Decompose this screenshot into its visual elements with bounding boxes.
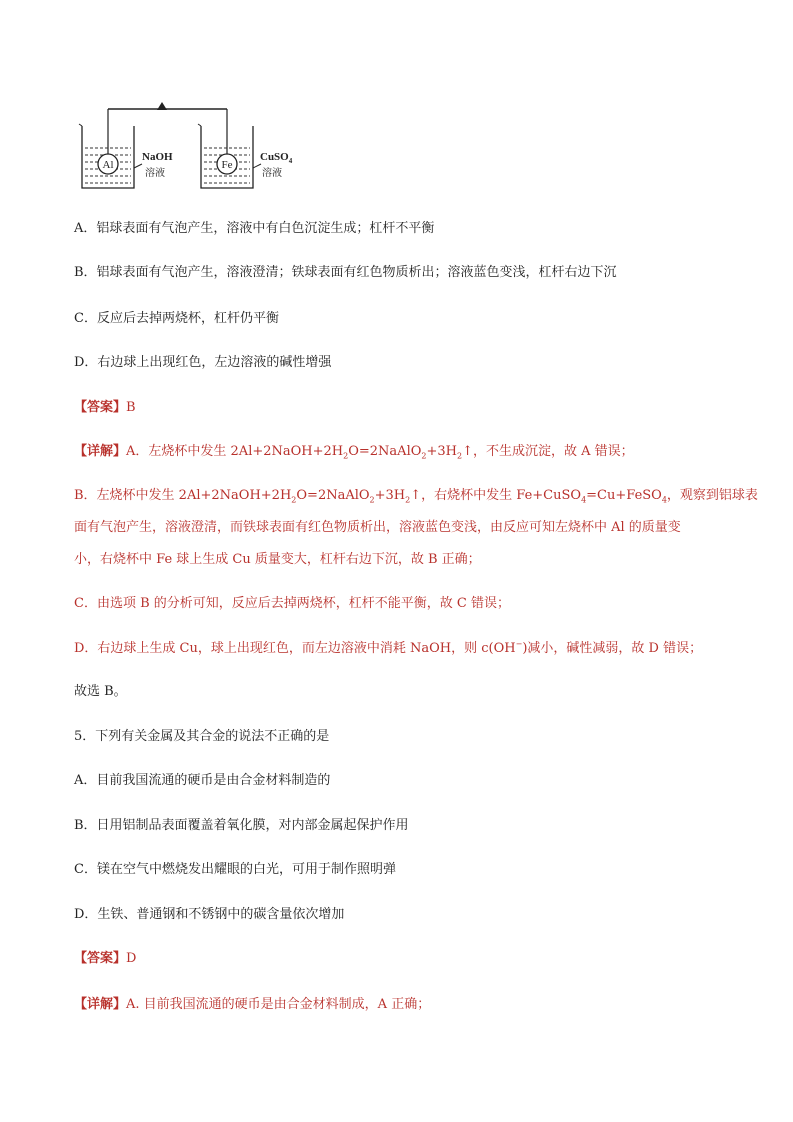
fulcrum-triangle <box>157 102 167 110</box>
answer-tag: 【答案】 <box>74 951 127 966</box>
detail-tag: 【详解】 <box>74 444 127 459</box>
q4-detail-c: C．由选项 B 的分析可知，反应后去掉两烧杯，杠杆不能平衡，故 C 错误； <box>74 596 510 611</box>
q4-detail-b-line2: 面有气泡产生，溶液澄清，而铁球表面有红色物质析出，溶液蓝色变浅，由反应可知左烧杯中 Al 的质量变 <box>74 520 681 535</box>
q5-answer <box>74 949 136 969</box>
naoh-solution-label: 溶液 <box>145 168 165 179</box>
naoh-label: NaOH <box>142 151 173 163</box>
q4-option-b: B．铝球表面有气泡产生，溶液澄清；铁球表面有红色物质析出；溶液蓝色变浅，杠杆右边下沉 <box>74 265 617 280</box>
q4-option-d: D．右边球上出现红色，左边溶液的碱性增强 <box>74 355 332 370</box>
q5-stem: 5．下列有关金属及其合金的说法不正确的是 <box>74 729 330 744</box>
answer-tag: 【答案】 <box>74 400 127 415</box>
lever-beaker-diagram <box>76 98 306 196</box>
q4-detail-b-line1: B．左烧杯中发生 $2Al+2NaOH+2H_2O=2NaAlO_2+3H_2↑$，右烧杯中发生 Fe+CuSO$_4$=Cu+FeSO$_4$，观察到铝球表 <box>74 488 758 505</box>
detail-tag: 【详解】 <box>74 997 127 1012</box>
answer-value: D <box>126 951 137 966</box>
q5-option-b: B．日用铝制品表面覆盖着氧化膜，对内部金属起保护作用 <box>74 818 409 833</box>
cuso4-label: CuSO$_4$ <box>260 151 293 165</box>
q4-detail-a: 【详解】A．左烧杯中发生 $2Al+2NaOH+2H_2O=2NaAlO_2+3H_2↑$，不生成沉淀，故 A 错误； <box>74 444 634 461</box>
q4-option-c: C．反应后去掉两烧杯，杠杆仍平衡 <box>74 311 279 326</box>
q4-answer <box>74 398 136 418</box>
q5-option-c: C．镁在空气中燃烧发出耀眼的白光，可用于制作照明弹 <box>74 862 396 877</box>
cuso4-solution-label: 溶液 <box>262 168 282 179</box>
q4-detail-d: D．右边球上生成 Cu，球上出现红色，而左边溶液中消耗 NaOH，则 c(OH−)减小，碱性减弱，故 D 错误； <box>74 639 703 656</box>
q4-detail-b-line3: 小，右烧杯中 Fe 球上生成 Cu 质量变大，杠杆右边下沉，故 B 正确； <box>74 552 481 567</box>
q4-option-a: A．铝球表面有气泡产生，溶液中有白色沉淀生成；杠杆不平衡 <box>74 221 435 236</box>
q5-option-d: D．生铁、普通钢和不锈钢中的碳含量依次增加 <box>74 907 345 922</box>
q5-detail-a: 【详解】A. 目前我国流通的硬币是由合金材料制成，A 正确； <box>74 997 431 1012</box>
aluminum-ball-label: Al <box>102 159 114 171</box>
answer-value: B <box>126 400 136 415</box>
q4-conclusion: 故选 B。 <box>74 684 127 699</box>
iron-ball-label: Fe <box>221 159 233 171</box>
left-beaker <box>79 124 142 188</box>
q5-option-a: A．目前我国流通的硬币是由合金材料制造的 <box>74 773 331 788</box>
right-beaker <box>198 124 261 188</box>
